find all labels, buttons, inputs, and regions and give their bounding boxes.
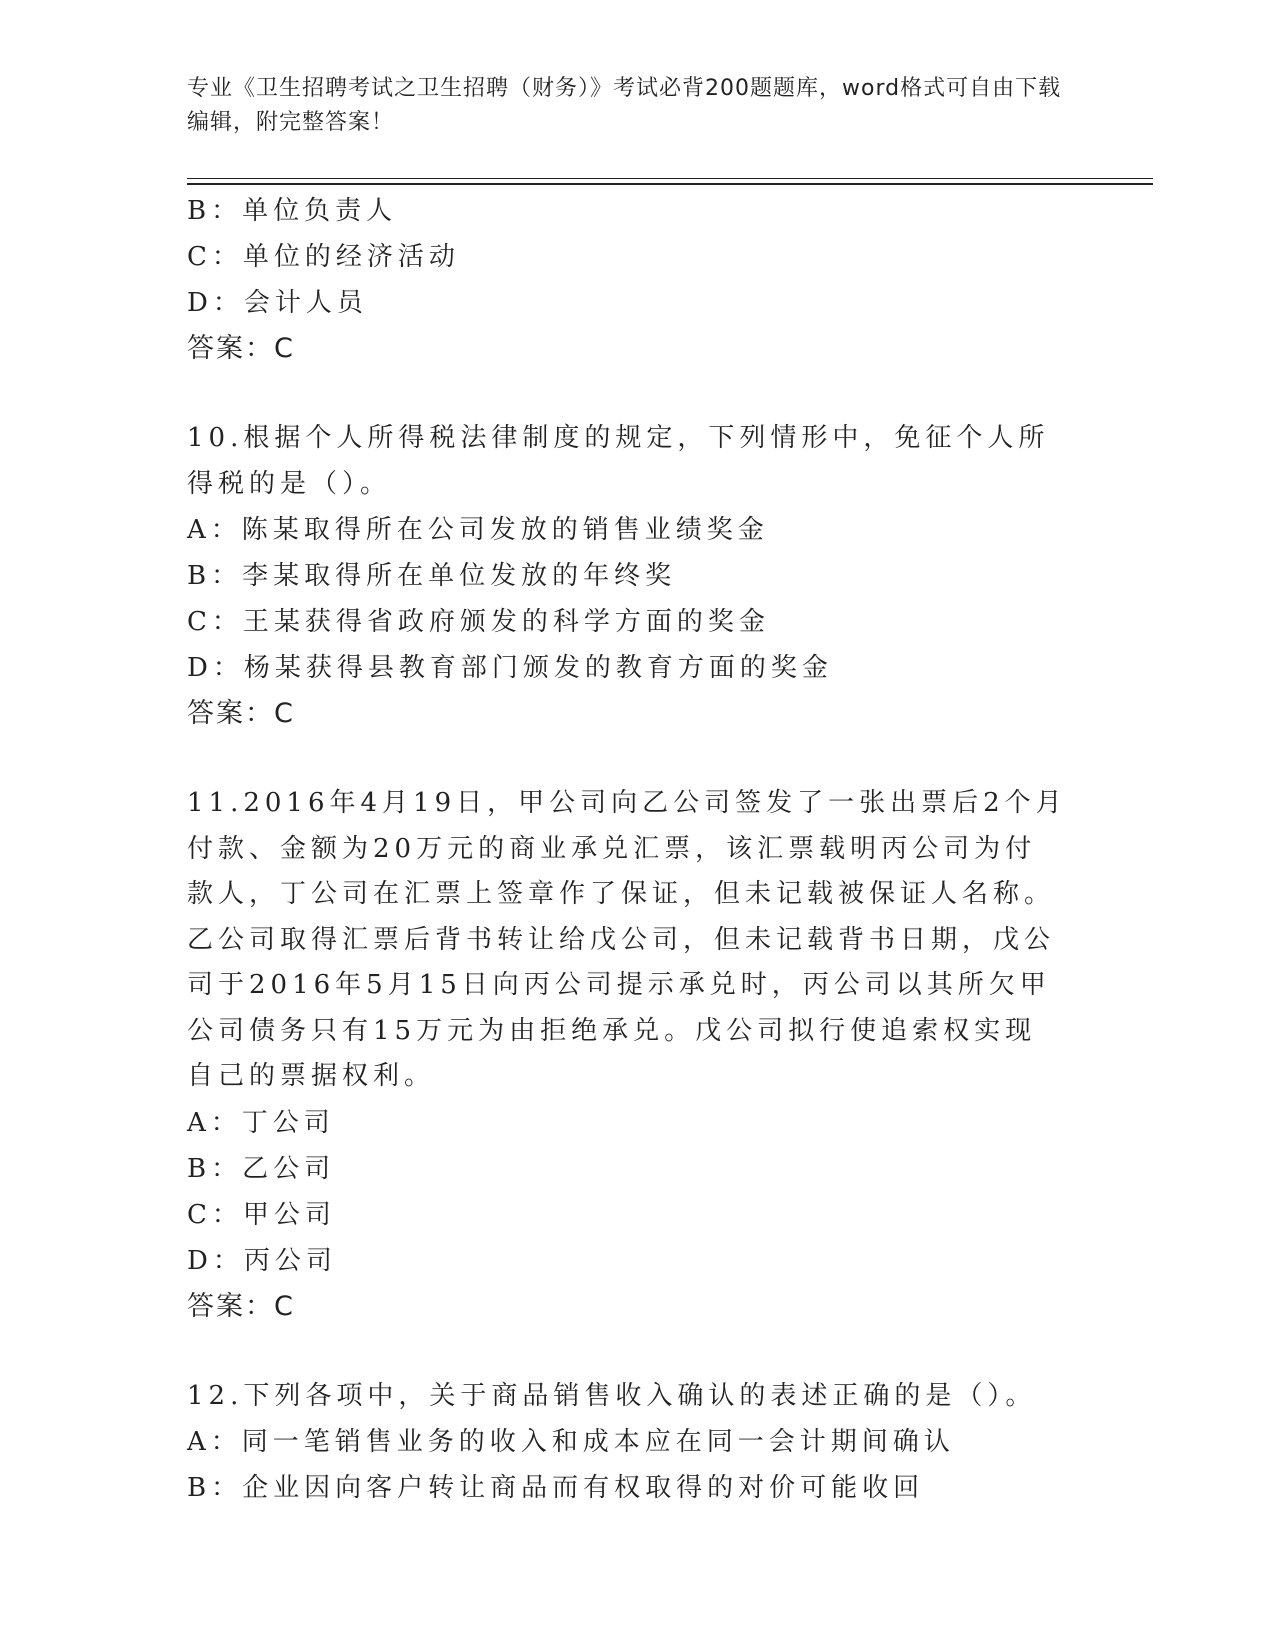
question-block-10	[187, 416, 1087, 737]
option-c: C：王某获得省政府颁发的科学方面的奖金	[187, 607, 770, 637]
question-text: 10.根据个人所得税法律制度的规定，下列情形中，免征个人所得税的是（）。	[187, 423, 1050, 499]
option-d: D：杨某获得县教育部门颁发的教育方面的奖金	[187, 653, 833, 683]
document-header: 专业《卫生招聘考试之卫生招聘（财务）》考试必背200题题库，word格式可自由下载编辑，附完整答案！	[187, 76, 1062, 135]
spacer	[187, 372, 1087, 416]
document-body	[187, 188, 1087, 1511]
header-rule-thick	[187, 183, 1153, 185]
spacer	[187, 737, 1087, 781]
option-a: A：丁公司	[187, 1107, 335, 1138]
option-a: A：陈某取得所在公司发放的销售业绩奖金	[187, 515, 769, 545]
spacer	[187, 1330, 1087, 1374]
option-a: A：同一笔销售业务的收入和成本应在同一会计期间确认	[187, 1427, 955, 1457]
option-b: B：乙公司	[187, 1153, 336, 1184]
answer-line: 答案：C	[187, 698, 295, 729]
header-rule-thin	[187, 178, 1153, 179]
question-block-9	[187, 188, 1087, 372]
question-block-11	[187, 781, 1087, 1330]
option-b: B：李某取得所在单位发放的年终奖	[187, 561, 677, 591]
option-d: D：丙公司	[187, 1245, 337, 1276]
answer-line: 答案：C	[187, 333, 295, 364]
option-c: C：甲公司	[187, 1199, 336, 1230]
question-text: 12.下列各项中，关于商品销售收入确认的表述正确的是（）。	[187, 1380, 1037, 1411]
option-b: B：单位负责人	[187, 196, 398, 226]
answer-line: 答案：C	[187, 1290, 295, 1322]
option-c: C：单位的经济活动	[187, 242, 460, 272]
option-d: D：会计人员	[187, 288, 368, 318]
question-block-12	[187, 1374, 1087, 1512]
question-text: 11.2016年4月19日，甲公司向乙公司签发了一张出票后2个月付款、金额为20万元的商业承兑汇票，该汇票载明丙公司为付款人，丁公司在汇票上签章作了保证，但未记载被保证人名称。乙公司取得汇票后背书转让给戊公司，但未记载背书日期，戊公司于2016年5月15日向丙公司提示承兑时，丙公司以其所欠甲公司债务只有15万元为由拒绝承兑。戊公司拟行使追索权实现自己的票据权利。	[187, 788, 1067, 1091]
option-b: B：企业因向客户转让商品而有权取得的对价可能收回	[187, 1473, 925, 1503]
